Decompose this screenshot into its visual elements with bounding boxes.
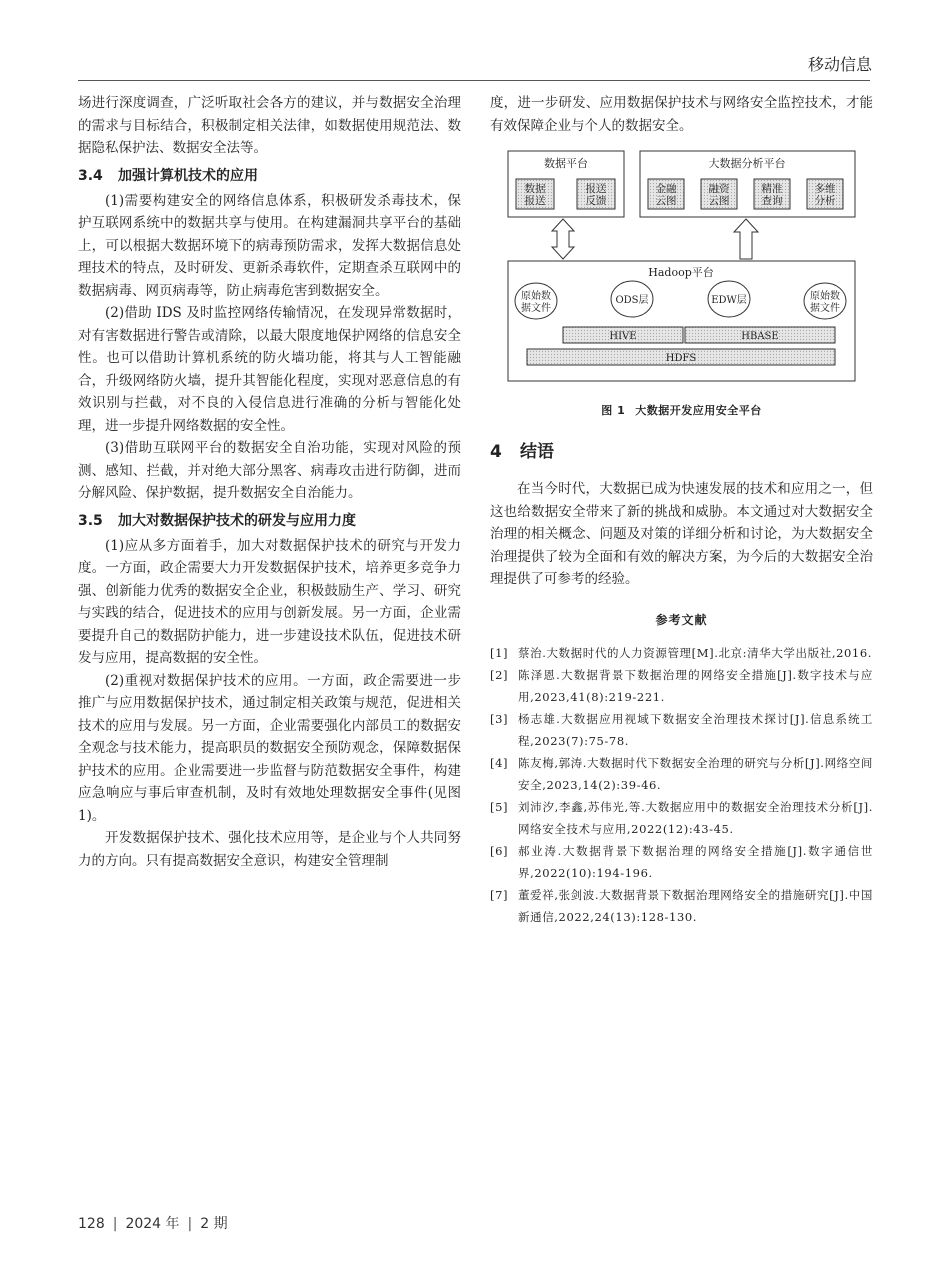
paragraph: 开发数据保护技术、强化技术应用等，是企业与个人共同努力的方向。只有提高数据安全意识，构建安全管理制 xyxy=(78,830,461,869)
figure-caption-text: 大数据开发应用安全平台 xyxy=(635,404,762,417)
edw-layer-circle xyxy=(708,281,750,317)
figure-1 xyxy=(490,149,873,394)
paragraph: (3)借助互联网平台的数据安全自治功能，实现对风险的预测、感知、拦截，并对绝大部分黑客、病毒攻击进行防御，进而分解风险、保护数据，提升数据安全自治能力。 xyxy=(78,440,461,501)
reference-text: 郝业涛.大数据背景下数据治理的网络安全措施[J].数字通信世界,2022(10):194-196. xyxy=(518,843,873,880)
section-title: 加强计算机技术的应用 xyxy=(118,167,258,184)
reference-number: [2] xyxy=(490,667,509,682)
analysis-platform-item xyxy=(807,179,843,209)
data-platform-item xyxy=(516,179,554,209)
data-platform-item xyxy=(577,179,615,209)
paragraph: (2)借助 IDS 及时监控网络传输情况，在发现异常数据时，对有害数据进行警告或清除，以最大限度地保护网络的信息安全性。也可以借助计算机系统的防火墙功能，将其与人工智能融合，升级网络防火墙，提升其智能化程度，实现对恶意信息的有效识别与拦截，对不良的入侵信息进行准确的分析与智能化处理，进一步提升网络数据的安全性。 xyxy=(78,305,461,434)
conclusion-paragraph: 在当今时代，大数据已成为快速发展的技术和应用之一，但这也给数据安全带来了新的挑战和威胁。本文通过对大数据安全治理的相关概念、问题及对策的详细分析和讨论，为大数据安全治理提供了较为全面和有效的解决方案，为今后的大数据安全治理提供了可参考的经验。 xyxy=(490,481,873,587)
reference-text: 陈友梅,郭涛.大数据时代下数据安全治理的研究与分析[J].网络空间安全,2023,14(2):39-46. xyxy=(518,755,873,792)
reference-item xyxy=(490,840,873,884)
svg-text:分析: 分析 xyxy=(814,195,836,207)
svg-text:原始数: 原始数 xyxy=(521,291,551,302)
reference-item xyxy=(490,708,873,752)
bidirectional-arrow xyxy=(552,219,574,259)
reference-number: [5] xyxy=(490,799,509,814)
section-number: 3.4 xyxy=(78,167,103,184)
svg-text:精准: 精准 xyxy=(761,183,783,195)
svg-text:查询: 查询 xyxy=(761,195,783,207)
issue-year: 2024 年 xyxy=(125,1216,180,1232)
hdfs-bar xyxy=(527,349,835,365)
figure-label: 图 1 xyxy=(601,404,626,417)
platform-diagram xyxy=(490,149,873,394)
header-divider xyxy=(78,80,870,81)
up-arrow xyxy=(734,219,758,259)
section-title: 结语 xyxy=(520,442,554,462)
svg-text:金融: 金融 xyxy=(655,183,677,195)
section-number: 3.5 xyxy=(78,512,103,529)
svg-text:据文件: 据文件 xyxy=(521,303,551,314)
svg-text:据文件: 据文件 xyxy=(810,303,840,314)
raw-data-file-circle xyxy=(515,283,557,319)
svg-text:多维: 多维 xyxy=(814,183,836,195)
reference-item xyxy=(490,642,873,664)
svg-text:ODS层: ODS层 xyxy=(615,295,649,306)
reference-item xyxy=(490,796,873,840)
svg-text:云图: 云图 xyxy=(655,195,677,207)
reference-number: [1] xyxy=(490,645,509,660)
svg-text:EDW层: EDW层 xyxy=(711,295,747,306)
journal-title: 移动信息 xyxy=(807,55,872,74)
reference-item xyxy=(490,752,873,796)
section-3-5-heading xyxy=(78,509,461,533)
hive-bar xyxy=(563,327,683,343)
right-column xyxy=(490,92,873,928)
reference-item xyxy=(490,664,873,708)
paragraph: (1)需要构建安全的网络信息体系，积极研发杀毒技术，保护互联网系统中的数据共享与使用。在构建漏洞共享平台的基础上，可以根据大数据环境下的病毒预防需求，发挥大数据信息处理技术的特点，及时研发、更新杀毒软件，定期查杀互联网中的数据病毒、网页病毒等，防止病毒危害到数据安全。 xyxy=(78,192,461,299)
reference-text: 蔡治.大数据时代的人力资源管理[M].北京:清华大学出版社,2016. xyxy=(518,645,873,660)
reference-number: [6] xyxy=(490,843,509,858)
paragraph: (1)应从多方面着手，加大对数据保护技术的研究与开发力度。一方面，政企需要大力开发数据保护技术，培养更多竞争力强、创新能力优秀的数据安全企业，积极鼓励生产、学习、研究与实践的结合，促进技术的应用与创新发展。另一方面，企业需要提升自己的数据防护能力，进一步建设技术队伍，促进技术研发与应用，提高数据的安全性。 xyxy=(78,537,461,666)
svg-text:HBASE: HBASE xyxy=(741,331,779,342)
reference-text: 董爱祥,张剑波.大数据背景下数据治理网络安全的措施研究[J].中国新通信,2022,24(13):128-130. xyxy=(518,887,873,924)
data-platform-title: 数据平台 xyxy=(544,157,588,170)
references-list xyxy=(490,642,873,928)
figure-caption xyxy=(490,402,873,418)
references-heading: 参考文献 xyxy=(655,612,708,627)
page-footer: 128 | 2024 年 | 2 期 xyxy=(78,1216,228,1232)
svg-text:报送: 报送 xyxy=(585,183,607,195)
raw-data-file-circle xyxy=(804,283,846,319)
section-number: 4 xyxy=(490,442,502,462)
svg-text:HDFS: HDFS xyxy=(665,353,697,364)
continuation-paragraph: 度，进一步研发、应用数据保护技术与网络安全监控技术，才能有效保障企业与个人的数据安全。 xyxy=(490,95,873,134)
svg-text:报送: 报送 xyxy=(524,195,546,207)
svg-text:原始数: 原始数 xyxy=(810,291,840,302)
svg-text:云图: 云图 xyxy=(708,195,730,207)
section-4-heading xyxy=(490,440,873,464)
reference-text: 杨志雄.大数据应用视域下数据安全治理技术探讨[J].信息系统工程,2023(7):75-78. xyxy=(518,711,873,748)
analysis-platform-title: 大数据分析平台 xyxy=(708,157,786,170)
intro-paragraph: 场进行深度调查，广泛听取社会各方的建议，并与数据安全治理的需求与目标结合，积极制定相关法律，如数据使用规范法、数据隐私保护法、数据安全法等。 xyxy=(78,95,461,156)
svg-text:数据: 数据 xyxy=(524,183,546,195)
reference-number: [7] xyxy=(490,887,509,902)
analysis-platform-item xyxy=(701,179,737,209)
issue-number: 2 期 xyxy=(200,1216,228,1232)
reference-item xyxy=(490,884,873,928)
analysis-platform-item xyxy=(754,179,790,209)
paragraph: (2)重视对数据保护技术的应用。一方面，政企需要进一步推广与应用数据保护技术，通过制定相关政策与规范，促进相关技术的应用与发展。另一方面，企业需要强化内部员工的数据安全观念与技术能力，提高职员的数据安全预防观念，保障数据保护技术的应用。企业需要进一步监督与防范数据安全事件，构建应急响应与事后审查机制，及时有效地处理数据安全事件(见图 1)。 xyxy=(78,672,461,824)
section-title: 加大对数据保护技术的研发与应用力度 xyxy=(118,512,356,529)
svg-text:反馈: 反馈 xyxy=(585,195,607,207)
svg-text:HIVE: HIVE xyxy=(609,331,637,342)
left-column xyxy=(78,92,461,872)
svg-text:融资: 融资 xyxy=(708,183,730,195)
analysis-platform-item xyxy=(648,179,684,209)
reference-text: 刘沛汐,李鑫,苏伟光,等.大数据应用中的数据安全治理技术分析[J].网络安全技术与应用,2022(12):43-45. xyxy=(518,799,873,836)
reference-number: [4] xyxy=(490,755,509,770)
reference-number: [3] xyxy=(490,711,509,726)
section-3-4-heading xyxy=(78,164,461,188)
hbase-bar xyxy=(685,327,835,343)
reference-text: 陈泽恩.大数据背景下数据治理的网络安全措施[J].数字技术与应用,2023,41(8):219-221. xyxy=(518,667,873,704)
ods-layer-circle xyxy=(611,281,653,317)
page-number: 128 xyxy=(78,1216,105,1232)
hadoop-platform-title: Hadoop平台 xyxy=(648,266,714,279)
